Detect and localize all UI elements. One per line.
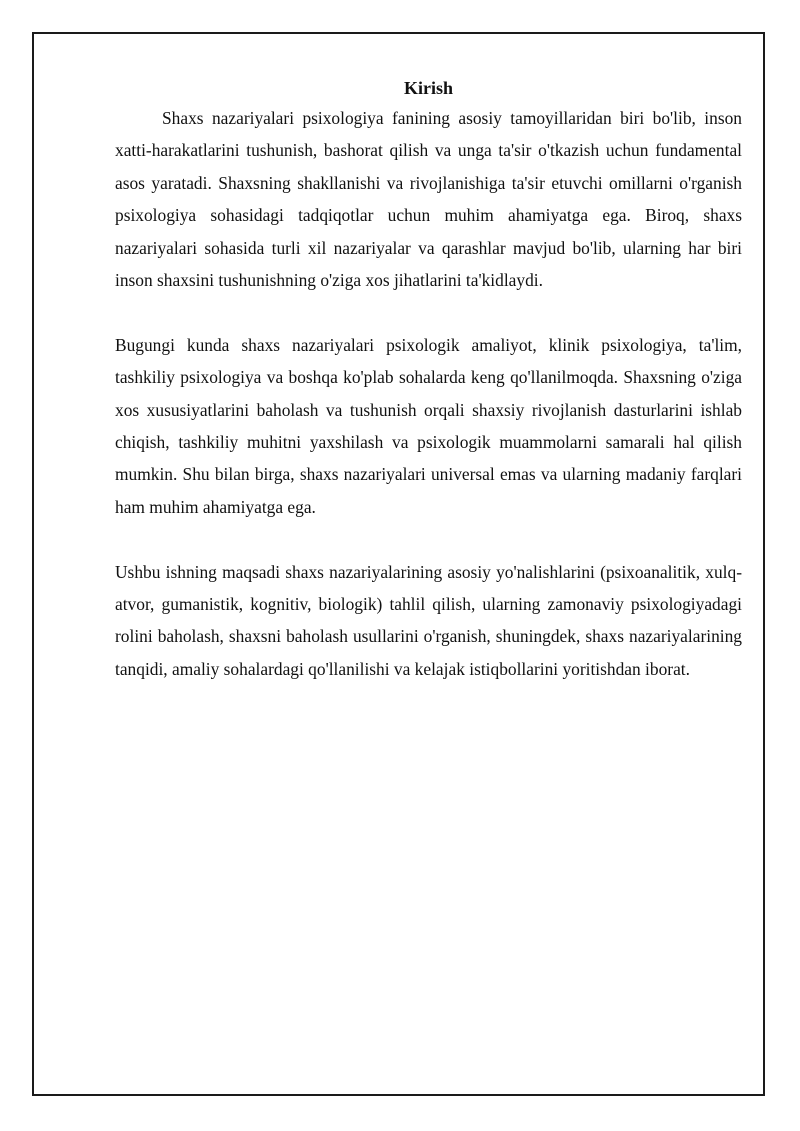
paragraph-applications: Bugungi kunda shaxs nazariyalari psixologik amaliyot, klinik psixologiya, ta'lim, tashkiliy psixologiya va boshqa ko'plab sohalarda keng qo'llanilmoqda. Shaxsning o'ziga xos xususiyatlarini baholash va tushunish orqali shaxsiy rivojlanish dasturlarini ishlab chiqish, tashkiliy muhitni yaxshilash va psixologik muammolarni samarali hal qilish mumkin. Shu bilan birga, shaxs nazariyalari universal emas va ularning madaniy farqlari ham muhim ahamiyatga ega.: [115, 334, 742, 517]
paragraph-purpose: Ushbu ishning maqsadi shaxs nazariyalarining asosiy yo'nalishlarini (psixoanalitik, xulq-atvor, gumanistik, kognitiv, biologik) tahlil qilish, ularning zamonaviy psixologiyadagi rolini baholash, shaxsni baholash usullarini o'rganish, shuningdek, shaxs nazariyalarining tanqidi, amaliy sohalardagi qo'llanilishi va kelajak istiqbollarini yoritishdan iborat.: [115, 561, 742, 679]
paragraph-intro: Shaxs nazariyalari psixologiya fanining asosiy tamoyillaridan biri bo'lib, inson xatti-harakatlarini tushunish, bashorat qilish va unga ta'sir o'tkazish uchun fundamental asos yaratadi. Shaxsning shakllanishi va rivojlanishiga ta'sir etuvchi omillarni o'rganish psixologiya sohasidagi tadqiqotlar uchun muhim ahamiyatga ega. Biroq, shaxs nazariyalari sohasida turli xil nazariyalar va qarashlar mavjud bo'lib, ularning har biri inson shaxsini tushunishning o'ziga xos jihatlarini ta'kidlaydi.: [115, 108, 742, 291]
paragraph-spacer: [115, 296, 742, 328]
document-title: Kirish: [403, 78, 453, 98]
paragraph-spacer: [115, 523, 742, 555]
document-body: [115, 74, 742, 685]
